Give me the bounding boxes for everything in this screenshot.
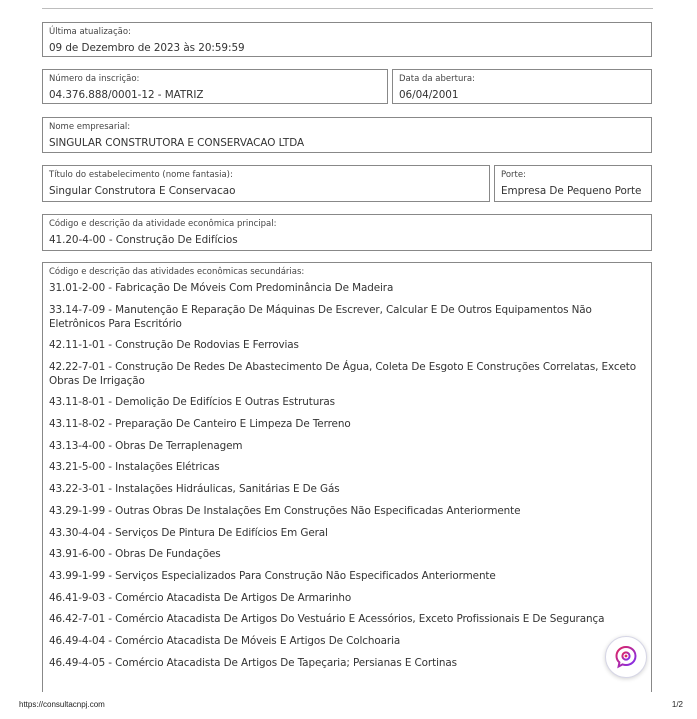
main-activity-label: Código e descrição da atividade econômica principal: [49,219,277,229]
secondary-activities-field [42,262,652,692]
list-item: 46.49-4-04 - Comércio Atacadista De Móveis E Artigos De Colchoaria [49,634,401,647]
main-activity-field [42,214,652,251]
footer-url: https://consultacnpj.com [19,700,105,709]
last-update-label: Última atualização: [49,27,131,37]
opening-date-label: Data da abertura: [399,74,475,84]
main-activity-value: 41.20-4-00 - Construção De Edifícios [49,234,238,246]
company-size-value: Empresa De Pequeno Porte [501,185,642,197]
registration-field [42,69,388,104]
list-item: 43.13-4-00 - Obras De Terraplenagem [49,439,243,452]
company-size-label: Porte: [501,170,526,180]
list-item: 43.91-6-00 - Obras De Fundações [49,548,221,561]
list-item: 46.41-9-03 - Comércio Atacadista De Artigos De Armarinho [49,591,352,604]
list-item: 33.14-7-09 - Manutenção E Reparação De Máquinas De Escrever, Calcular E De Outros Equipamentos Não Eletrônicos Para Escritório [49,303,592,331]
list-item: 43.29-1-99 - Outras Obras De Instalações Em Construções Não Especificadas Anteriormente [49,504,521,517]
company-name-label: Nome empresarial: [49,122,131,132]
registration-label: Número da inscrição: [49,74,140,84]
opening-date-field [392,69,652,104]
list-item: 43.11-8-01 - Demolição De Edifícios E Outras Estruturas [49,396,335,409]
list-item: 46.49-4-05 - Comércio Atacadista De Artigos De Tapeçaria; Persianas E Cortinas [49,656,457,669]
chat-bubble-icon [613,644,639,670]
list-item: 46.42-7-01 - Comércio Atacadista De Artigos Do Vestuário E Acessórios, Exceto Profissionais E De Segurança [49,613,605,626]
list-item: 43.11-8-02 - Preparação De Canteiro E Limpeza De Terreno [49,418,351,431]
secondary-activities-label: Código e descrição das atividades econômicas secundárias: [49,267,305,277]
last-update-value: 09 de Dezembro de 2023 às 20:59:59 [49,42,245,54]
company-name-field [42,117,652,153]
trade-name-field [42,165,490,202]
trade-name-label: Título do estabelecimento (nome fantasia): [49,170,233,180]
company-name-value: SINGULAR CONSTRUTORA E CONSERVACAO LTDA [49,137,305,149]
company-size-field [494,165,652,202]
list-item: 42.22-7-01 - Construção De Redes De Abastecimento De Água, Coleta De Esgoto E Construções Correlatas, Exceto Obras De Irrigação [49,360,637,388]
list-item: 42.11-1-01 - Construção De Rodovias E Ferrovias [49,339,299,352]
page-number: 1/2 [671,700,683,709]
last-update-field [42,22,652,57]
list-item: 31.01-2-00 - Fabricação De Móveis Com Predominância De Madeira [49,282,394,294]
chat-button[interactable] [605,636,647,678]
registration-value: 04.376.888/0001-12 - MATRIZ [49,89,204,101]
list-item: 43.30-4-04 - Serviços De Pintura De Edifícios Em Geral [49,526,328,539]
secondary-activities-list [49,281,645,670]
list-item: 43.99-1-99 - Serviços Especializados Para Construção Não Especificados Anteriormente [49,569,496,582]
trade-name-value: Singular Construtora E Conservacao [49,185,236,197]
opening-date-value: 06/04/2001 [399,89,459,101]
list-item: 43.21-5-00 - Instalações Elétricas [49,461,220,474]
top-divider [42,8,653,9]
list-item: 43.22-3-01 - Instalações Hidráulicas, Sanitárias E De Gás [49,483,340,496]
